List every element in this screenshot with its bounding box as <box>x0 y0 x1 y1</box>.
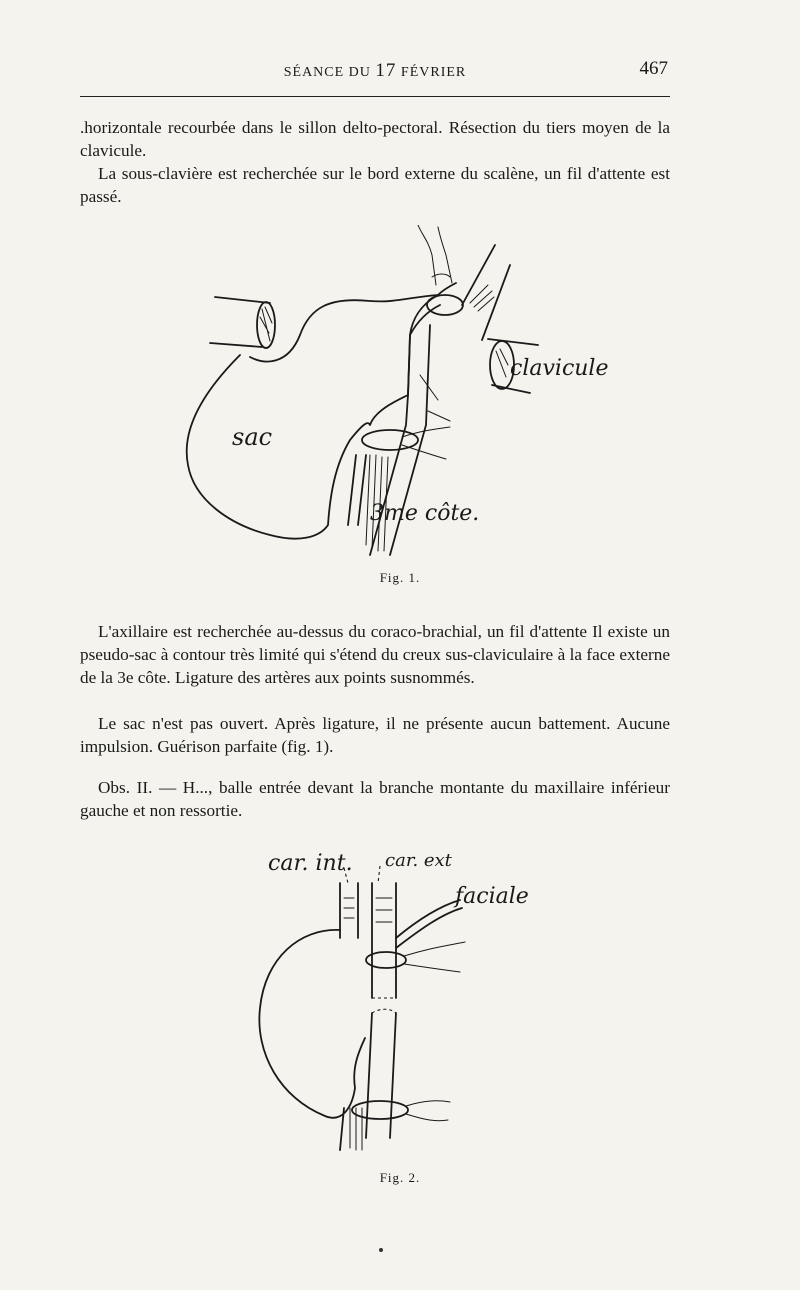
fig2-caption: Fig. 2. <box>379 1170 421 1185</box>
fig2-vessel-dashed-end <box>372 968 396 998</box>
paragraph-3: L'axillaire est recherchée au-dessus du coraco-brachial, un fil d'attente Il existe un pseudo-sac à contour très limité qui s'étend du creux sus-claviculaire à la face externe de la 3e côte. Ligature des artères aux points susnommés. <box>80 622 670 687</box>
fig2-label-car-ext: car. ext <box>385 850 452 871</box>
paragraph-4: Le sac n'est pas ouvert. Après ligature, il ne présente aucun battement. Aucune impulsion. Guérison parfaite (fig. 1). <box>80 714 670 756</box>
fig2-ligature-lower <box>352 1101 408 1119</box>
fig1-scalene-hatching <box>470 285 494 311</box>
page-header <box>80 58 670 86</box>
fig2-label-car-int: car. int. <box>268 851 353 876</box>
figure-1-illustration <box>170 225 630 565</box>
header-rule <box>80 96 670 97</box>
running-title-number: 17 <box>375 60 397 81</box>
fig1-ligature-top <box>427 295 463 315</box>
paragraph-1: .horizontale recourbée dans le sillon delto-pectoral. Résection du tiers moyen de la clavicule. <box>80 118 670 160</box>
paragraph-2: La sous-clavière est recherchée sur le bord externe du scalène, un fil d'attente est passé. <box>80 164 670 206</box>
fig1-label-sac: sac <box>232 423 273 451</box>
fig1-ligature-thread-top <box>418 225 452 285</box>
fig1-label-cote: 3me côte. <box>370 501 480 526</box>
fig2-vessel-dashed-top <box>372 1009 396 1013</box>
fig2-sac-outline <box>259 930 365 1118</box>
fig1-scalene-lines <box>462 245 510 340</box>
fig1-vessel-cut-hatching <box>260 307 272 341</box>
fig1-subclavian-left-wall <box>408 305 440 395</box>
fig2-ligature-thread-upper <box>404 942 465 972</box>
fig2-label-faciale: faciale <box>455 884 529 909</box>
fig2-vessel-hatching-upper <box>344 898 392 922</box>
fig1-vessel-upper <box>438 283 456 295</box>
fig1-caption: Fig. 1. <box>379 570 421 585</box>
page-number: 467 <box>639 58 668 79</box>
fig1-label-clavicule: clavicule <box>510 356 609 381</box>
fig1-rib-lines <box>348 455 366 525</box>
running-title-b: FÉVRIER <box>396 65 467 80</box>
fig1-nerve-lines <box>420 375 450 421</box>
fig2-carotid-upper <box>340 883 396 998</box>
print-speck <box>379 1248 383 1252</box>
running-title-a: SÉANCE DU <box>283 65 376 80</box>
figure-2-illustration <box>240 838 560 1158</box>
running-title <box>80 60 670 82</box>
fig2-ligature-thread-lower <box>406 1101 450 1121</box>
fig2-facial-artery <box>396 900 462 948</box>
paragraph-5: Obs. II. — H..., balle entrée devant la branche montante du maxillaire inférieur gauche et non ressortie. <box>80 778 670 820</box>
fig1-clavicle-hatching <box>496 349 508 377</box>
